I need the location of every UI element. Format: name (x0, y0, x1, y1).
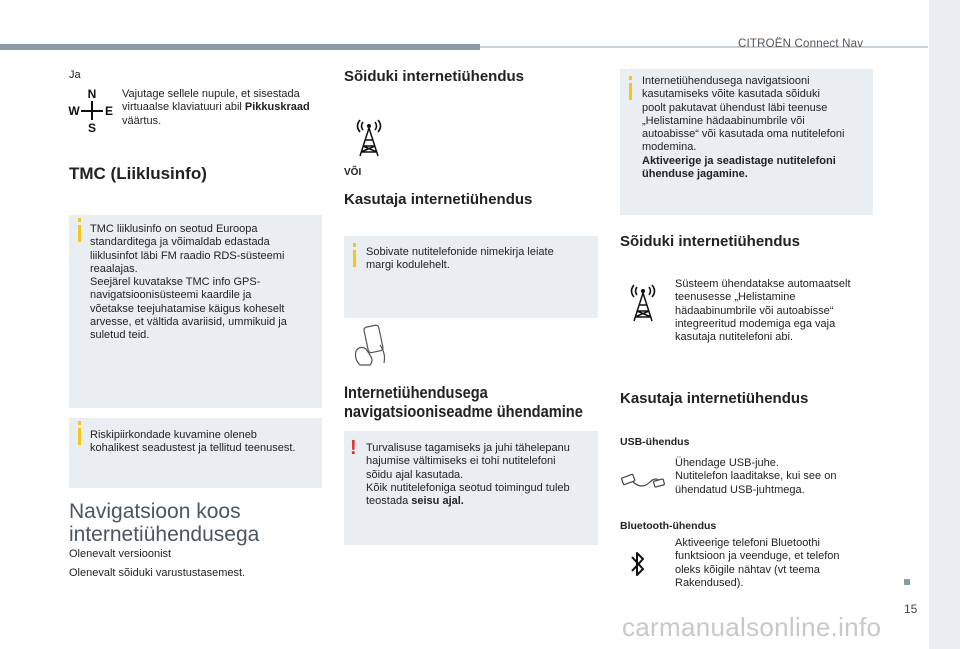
usb-label: USB-ühendus (620, 436, 690, 448)
header-rule-dark (0, 44, 480, 50)
depends-equipment: Olenevalt sõiduki varustustasemest. (69, 567, 246, 579)
info-icon-dot (78, 218, 81, 222)
warning-icon: ! (350, 437, 357, 459)
brand-label: CITROËN Connect Nav (738, 38, 864, 50)
svg-text:S: S (87, 121, 97, 135)
user-connection-title-2: Kasutaja internetiühendus (620, 390, 809, 407)
safety-warning-box (344, 431, 598, 545)
svg-text:N: N (87, 87, 97, 101)
tmc-info-text: TMC liiklusinfo on seotud Euroopa standarditega ja võimaldab edastada liiklusinfot läbi FM raadio RDS-süsteemi reaalajas. Seejärel kuvatakse TMC info GPS- navigatsioonisüsteemi kaardile ja võetakse teejuhatamise käigus koheselt arvesse, et vältida avariisid, ummikuid ja suletud teid. (90, 223, 287, 342)
antenna-icon (352, 116, 386, 158)
modem-info-box (620, 69, 873, 215)
risk-info-text: Riskipiirkondade kuvamine oleneb kohalikest seadustest ja tellitud teenusest. (90, 429, 296, 455)
info-icon (629, 83, 632, 100)
usb-text: Ühendage USB-juhe. Nutitelefon laaditakse, kui see on ühendatud USB-juhtmega. (675, 457, 837, 496)
vehicle-connection-title-2: Sõiduki internetiühendus (620, 233, 801, 250)
risk-info-box (69, 418, 322, 488)
page-marker (904, 579, 910, 585)
or-label: VÕI (344, 167, 362, 178)
vehicle-connection-title: Sõiduki internetiühendus (344, 68, 525, 85)
info-icon (353, 250, 356, 267)
connect-nav-title: Internetiühendusega navigatsiooniseadme ühendamine (344, 383, 583, 421)
watermark: carmanualsonline.info (622, 612, 882, 642)
bluetooth-label: Bluetooth-ühendus (620, 520, 717, 532)
bluetooth-text: Aktiveerige telefoni Bluetoothi funktsioon ja veenduge, et telefon oleks kõigile nähtav (vt teema Rakendused). (675, 537, 840, 589)
info-icon (78, 428, 81, 445)
page-number: 15 (904, 602, 918, 616)
smartphone-hand-icon (350, 323, 392, 367)
info-icon (78, 225, 81, 242)
tmc-title: TMC (Liiklusinfo) (69, 164, 207, 183)
phone-list-text: Sobivate nutitelefonide nimekirja leiate margi kodulehelt. (366, 246, 554, 272)
info-icon-dot (353, 243, 356, 247)
modem-info-text: Internetiühendusega navigatsiooni kasutamiseks võite kasutada sõiduki poolt pakutavat ühendust läbi teenuse „Helistamine hädaabinumbrile või autoabisse“ või kasutada oma nutitelefoni modemina. Aktiveerige ja seadistage nutitelefoni ühenduse jagamine. (642, 75, 845, 181)
compass-description: Vajutage sellele nupule, et sisestada virtuaalse klaviatuuri abil Pikkuskraad väärtus. (122, 88, 310, 127)
side-tab (929, 0, 960, 649)
info-icon-dot (629, 76, 632, 80)
info-icon-dot (78, 421, 81, 425)
compass-icon (70, 87, 114, 133)
depends-version: Olenevalt versioonist (69, 548, 172, 560)
bluetooth-icon (628, 549, 648, 579)
phone-list-box (344, 236, 598, 318)
antenna-icon (626, 281, 660, 323)
nav-section-title: Navigatsioon koos internetiühendusega (69, 500, 260, 546)
svg-text:E: E (104, 104, 114, 118)
vehicle-connection-text: Süsteem ühendatakse automaatselt teenusesse „Helistamine hädaabinumbrile või autoabisse“ integreeritud modemiga ega vaja kasutaja nutitelefoni abi. (675, 278, 851, 344)
safety-warning-text: Turvalisuse tagamiseks ja juhi tähelepanu hajumise vältimiseks ei tohi nutitelefoni sõidu ajal kasutada. Kõik nutitelefoniga seotud toimingud tuleb teostada seisu ajal. (366, 442, 570, 508)
usb-cable-icon (620, 468, 666, 496)
svg-text:W: W (68, 104, 80, 118)
ja-label: Ja (69, 69, 81, 81)
user-connection-title: Kasutaja internetiühendus (344, 191, 533, 208)
tmc-info-box (69, 215, 322, 408)
